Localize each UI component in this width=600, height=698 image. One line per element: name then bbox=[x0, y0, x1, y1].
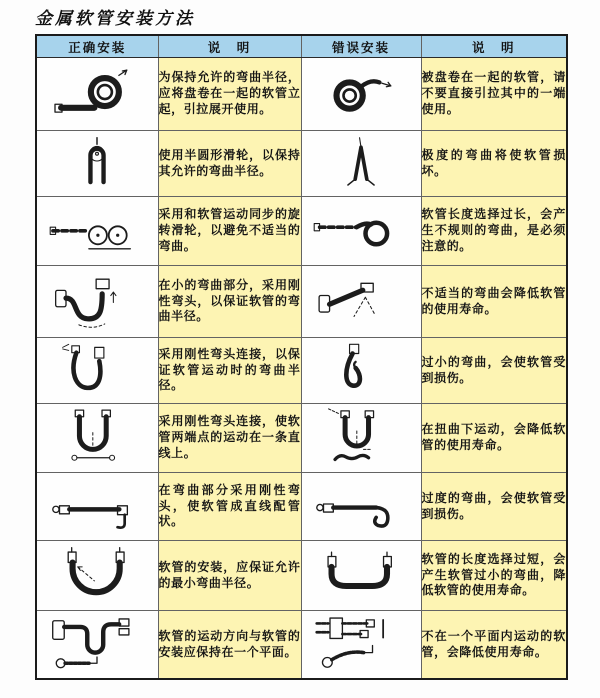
installation-table bbox=[35, 34, 568, 680]
correct-description: 在弯曲部分采用刚性弯头，使软管成直线配管状。 bbox=[158, 473, 301, 541]
correct-illustration-cell bbox=[36, 131, 158, 197]
correct-illustration-cell bbox=[36, 541, 158, 611]
u-shape-inline-motion-icon bbox=[51, 405, 143, 467]
semicircular-pulley-icon bbox=[57, 131, 137, 191]
wrong-description: 不适当的弯曲会降低软管的使用寿命。 bbox=[421, 266, 567, 338]
hose-too-long-loop-icon bbox=[309, 202, 413, 256]
table-row bbox=[36, 541, 567, 611]
wrong-description: 被盘卷在一起的软管，请不要直接引拉其中的一端使用。 bbox=[421, 58, 567, 131]
header-wrong-install: 错误安装 bbox=[301, 35, 421, 58]
correct-illustration-cell bbox=[36, 266, 158, 338]
wrong-description: 软管长度选择过长，会产生不规则的弯曲，是必须注意的。 bbox=[421, 197, 567, 266]
wrong-description: 在扭曲下运动，会降低软管的使用寿命。 bbox=[421, 404, 567, 473]
page-title: 金属软管安装方法 bbox=[35, 9, 195, 29]
wrong-description: 极度的弯曲将使软管损坏。 bbox=[421, 131, 567, 197]
straight-piping-elbow-icon bbox=[45, 479, 149, 529]
correct-illustration-cell bbox=[36, 611, 158, 680]
wrong-illustration-cell bbox=[301, 58, 421, 131]
correct-description: 采用刚性弯头连接，以保证软管运动时的弯曲半径。 bbox=[158, 338, 301, 404]
same-plane-motion-icon bbox=[47, 611, 147, 673]
wrong-illustration-cell bbox=[301, 611, 421, 680]
correct-description: 采用刚性弯头连接，使软管两端点的运动在一条直线上。 bbox=[158, 404, 301, 473]
minimum-bend-radius-u-icon bbox=[49, 544, 145, 602]
correct-description: 软管的运动方向与软管的安装应保持在一个平面。 bbox=[158, 611, 301, 680]
correct-description: 为保持允许的弯曲半径，应将盘卷在一起的软管立起，引拉展开使用。 bbox=[158, 58, 301, 131]
correct-illustration-cell bbox=[36, 58, 158, 131]
wrong-illustration-cell bbox=[301, 404, 421, 473]
rotating-pulleys-icon bbox=[45, 202, 149, 256]
header-wrong-description: 说 明 bbox=[421, 35, 567, 58]
wrong-illustration-cell bbox=[301, 473, 421, 541]
twisted-motion-icon bbox=[315, 405, 407, 467]
wrong-illustration-cell bbox=[301, 338, 421, 404]
table-row bbox=[36, 197, 567, 266]
table-row bbox=[36, 611, 567, 680]
wrong-illustration-cell bbox=[301, 541, 421, 611]
hose-too-short-icon bbox=[313, 547, 409, 599]
correct-illustration-cell bbox=[36, 404, 158, 473]
table-row bbox=[36, 338, 567, 404]
table-row bbox=[36, 473, 567, 541]
correct-illustration-cell bbox=[36, 473, 158, 541]
wrong-illustration-cell bbox=[301, 197, 421, 266]
bend-too-small-icon bbox=[319, 338, 403, 398]
table-row bbox=[36, 266, 567, 338]
header-correct-description: 说 明 bbox=[158, 35, 301, 58]
table-row bbox=[36, 404, 567, 473]
table-row bbox=[36, 58, 567, 131]
coiled-hose-upright-icon bbox=[45, 64, 149, 120]
wrong-description: 软管的长度选择过短，会产生软管过小的弯曲，降低软管的使用寿命。 bbox=[421, 541, 567, 611]
table-row bbox=[36, 131, 567, 197]
improper-bend-icon bbox=[313, 271, 409, 327]
wrong-illustration-cell bbox=[301, 131, 421, 197]
correct-illustration-cell bbox=[36, 197, 158, 266]
correct-description: 软管的安装，应保证允许的最小弯曲半径。 bbox=[158, 541, 301, 611]
coiled-hose-pulled-icon bbox=[309, 64, 413, 120]
rigid-elbow-connection-icon bbox=[55, 338, 139, 398]
excessive-bend-icon bbox=[309, 479, 413, 529]
extreme-bend-icon bbox=[321, 131, 401, 191]
correct-description: 使用半圆形滑轮，以保持其允许的弯曲半径。 bbox=[158, 131, 301, 197]
correct-description: 在小的弯曲部分，采用刚性弯头，以保证软管的弯曲半径。 bbox=[158, 266, 301, 338]
correct-illustration-cell bbox=[36, 338, 158, 404]
wrong-description: 过小的弯曲，会使软管受到损伤。 bbox=[421, 338, 567, 404]
correct-description: 采用和软管运动同步的旋转滑轮，以避免不适当的弯曲。 bbox=[158, 197, 301, 266]
wrong-description: 过度的弯曲，会使软管受到损伤。 bbox=[421, 473, 567, 541]
table-header-row bbox=[36, 35, 567, 58]
header-correct-install: 正确安装 bbox=[36, 35, 158, 58]
wrong-description: 不在一个平面内运动的软管，会降低使用寿命。 bbox=[421, 611, 567, 680]
table-body bbox=[36, 58, 567, 680]
different-plane-motion-icon bbox=[311, 611, 411, 673]
rigid-elbow-small-bend-icon bbox=[49, 268, 145, 330]
wrong-illustration-cell bbox=[301, 266, 421, 338]
